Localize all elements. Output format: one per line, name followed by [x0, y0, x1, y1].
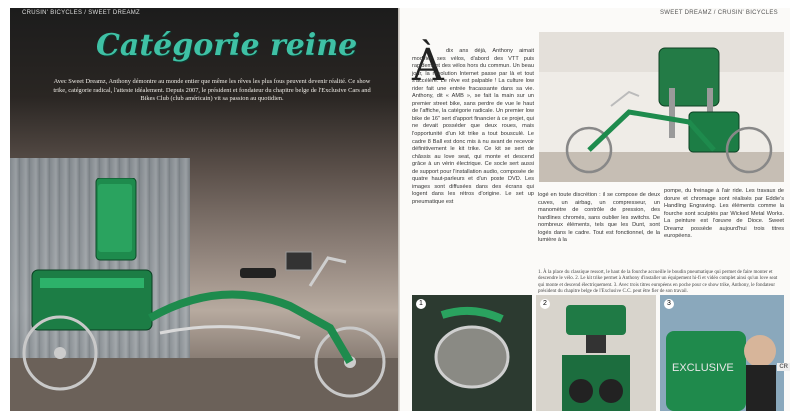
drop-cap: À — [412, 40, 444, 91]
thumb-number-2: 2 — [540, 299, 550, 309]
running-header-right: SWEET DREAMZ / CRUSIN' BICYCLES — [659, 10, 778, 16]
audio-system-photo — [536, 295, 656, 411]
lowrider-trike-photo — [10, 178, 398, 411]
photo-captions: 1. À la place du classique ressort, le haut de la fourche accueille le boudin pneumatique qui permet de faire monter et descendre le vélo. 2. Le kit trike permet à Anthony d'installer un équipement hi-fi et vidéo complet ainsi qu'un love seat qui monte et descend électriquement. 3. Avec trois titres européens en poche pour ce show trike, Anthony, le fondateur président du chapitre belge de l'Exclusive C.C. peut être fier de son travail. — [538, 270, 778, 294]
body-column-1: dix ans déjà, Anthony aimait modifier ses vélos, d'abord des VTT puis rapidement des vélos hors du commun. Un beau jour, la révolution Internet passe par là et tout s'accélère. Le rêve est palpable ! La culture low rider fait une entrée fracassante dans sa vie. Anthony, dit « AMB », se fait la main sur un premier street bike, sans perdre de vue le haut de l'affiche, la catégorie radicale. Un premier low bike de 16" sert d'apport financier à ce projet, qui ne devait posséder que deux roues, mais l'opportunité d'un kit trike a tout bousculé. Le cadre 8 Ball est donc mis à nu avant de recevoir définitivement le kit trike. Ce kit se sert de châssis au love seat, qui monte et descend grâce à un vérin électrique. Ce socle sert aussi de support pour l'installation audio, composée de quatre haut-parleurs et d'un poste DVD. Les images sont diffusées dans des écrans qui logent dans les rétros d'origine. Le set up pneumatique est — [412, 48, 534, 205]
running-header-left: CRUSIN' BICYCLES / SWEET DREAMZ — [22, 10, 141, 16]
owner-face — [744, 335, 776, 367]
thumb-number-1: 1 — [416, 299, 426, 309]
bike-saddle — [240, 268, 276, 278]
trike-top-photo — [539, 32, 784, 182]
plate-text: EXCLUSIVE — [672, 362, 734, 374]
right-page — [400, 8, 790, 411]
article-intro: Avec Sweet Dreamz, Anthony démontre au monde entier que même les rêves les plus fous peuvent devenir réalité. Ce show trike, catégorie radical, l'atteste idéalement. Depuis 2007, le président et fondateur du chapitre belge de l'Exclusive Cars and Bikes Club (club américain) vit sa passion au quotidien. — [53, 78, 371, 103]
owner-portrait-photo — [660, 295, 784, 411]
thumb-number-3: 3 — [664, 299, 674, 309]
body-column-3: pompe, du freinage à l'air ride. Les travaux de dorure et chromage sont réalisés par Eddie's Handling Engraving. Les éléments comme la fourche sont sculptés par Wicked Metal Works. La peinture est l'œuvre de Dioce. Sweet Dreamz possède aujourd'hui trois titres européens. — [664, 188, 784, 240]
article-title: Catégorie reine — [96, 28, 358, 63]
dvd-screen — [286, 252, 312, 270]
left-page — [10, 8, 398, 411]
handlebar — [310, 258, 346, 286]
edge-tag: CR — [779, 364, 788, 370]
fork-detail-photo — [412, 295, 532, 411]
thumbnail-strip — [412, 295, 784, 411]
ground — [10, 358, 398, 411]
body-column-2: logé en toute discrétion : il se compose de deux cuves, un airbag, un compresseur, un manomètre de contrôle de pression, des hardlines chromés, sans oublier les switchs. De nombreux éléments, tels que les Dunt, sont logés dans le cadre. Tout est fonctionnel, de la lumière à la — [538, 192, 660, 244]
